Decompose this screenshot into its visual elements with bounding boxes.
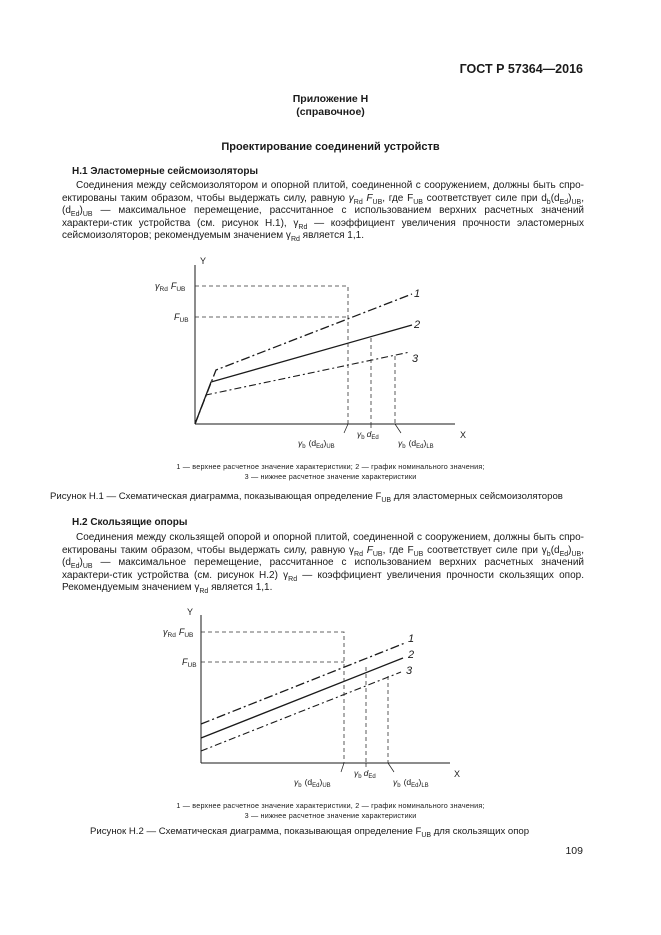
fig2-xlabel-lb: $\gamma_b$ $(d_{Ed})_{LB}$ bbox=[393, 777, 429, 789]
fig2-curve-1 bbox=[201, 643, 405, 724]
fig2-y-label: Y bbox=[187, 607, 194, 617]
figure1-legend-line1: 1 — верхнее расчетное значение характеристики; 2 — график номинального значения; bbox=[176, 462, 485, 471]
fig2-curve-label-2: 2 bbox=[408, 649, 415, 661]
fig1-label-fub: $F_{UB}$ bbox=[174, 312, 189, 324]
fig2-xlabel-mid: $\gamma_b$ $d_{Ed}$ bbox=[354, 768, 376, 780]
fig2-leader-lb bbox=[388, 763, 394, 772]
section1-heading: Н.1 Эластомерные сейсмоизоляторы bbox=[72, 166, 259, 177]
figure2-legend-line2: 3 — нижнее расчетное значение характеристики bbox=[244, 811, 417, 820]
figure2-caption: Рисунок Н.2 — Схематическая диаграмма, показывающая определение $F_{UB}$ для скользящих опор bbox=[90, 826, 530, 839]
figure2-legend bbox=[0, 801, 661, 821]
fig1-y-label: Y bbox=[200, 256, 207, 266]
page-number: 109 bbox=[565, 845, 583, 857]
fig2-xlabel-ub: $\gamma_b$ $(d_{Ed})_{UB}$ bbox=[294, 777, 331, 789]
fig1-x-label: X bbox=[460, 430, 467, 440]
fig2-x-label: X bbox=[454, 769, 461, 779]
fig2-curve-label-1: 1 bbox=[408, 633, 415, 645]
fig2-label-gamma-fub: $\gamma_{Rd}$ $F_{UB}$ bbox=[163, 627, 194, 639]
standard-number: ГОСТ Р 57364—2016 bbox=[459, 62, 583, 76]
fig1-label-gamma-fub: $\gamma_{Rd}$ $F_{UB}$ bbox=[155, 281, 186, 293]
figure1-legend-line2: 3 — нижнее расчетное значение характеристики bbox=[244, 472, 417, 481]
fig2-ref-gamma-fub bbox=[201, 632, 344, 763]
fig2-curve-label-3: 3 bbox=[406, 665, 413, 677]
figure1-caption: Рисунок Н.1 — Схематическая диаграмма, показывающая определение $F_{UB}$ для эластомерных сейсмоизоляторов bbox=[50, 491, 563, 504]
fig1-xlabel-lb: $\gamma_b$ $(d_{Ed})_{LB}$ bbox=[398, 438, 434, 450]
page-title: Проектирование соединений устройств bbox=[221, 141, 440, 153]
fig1-curve-label-3: 3 bbox=[412, 353, 419, 365]
fig1-curve-label-1: 1 bbox=[414, 288, 421, 300]
section1-paragraph: Соединения между сейсмоизолятором и опорной плитой, соединенной с сооружением, должны быть спро-ектированы таким образом, чтобы выдержать силу, равную $\gamma_{Rd}$ $F_{UB}$, где $F_{UB}$ соответствует силе при $d_b(d_{Ed})_{UB}$, $(d_{Ed})_{UB}$ — максимальное перемещение, рассчитанное с использованием верхних расчетных значений характери-стик устройства (см. рисунок Н.1), $\gamma_{Rd}$ — коэффициент увеличения прочности эластомерных сейсмоизоляторов; рекомендуемым значением $\gamma_{Rd}$ является 1,1. bbox=[62, 180, 585, 244]
section2-paragraph: Соединения между скользящей опорой и опорной плитой, соединенной с сооружением, должны быть спро-ектированы таким образом, чтобы выдержать силу, равную $\gamma_{Rd}$ $F_{UB}$, где $F_{UB}$ соответствует силе при $\gamma_b(d_{Ed})_{UB}$, $(d_{Ed})_{UB}$ — максимальное перемещение, рассчитанное с использованием верхних расчетных значений характери-стик устройства (см. рисунок Н.2) $\gamma_{Rd}$ — коэффициент увеличения прочности скользящих опор. Рекомендуемым значением $\gamma_{Rd}$ является 1,1. bbox=[62, 532, 585, 596]
fig1-curve-label-2: 2 bbox=[414, 319, 421, 331]
fig2-leader-ub bbox=[341, 763, 344, 772]
annex-note: (справочное) bbox=[296, 106, 365, 118]
annex-title: Приложение Н bbox=[292, 93, 369, 105]
section2-heading: Н.2 Скользящие опоры bbox=[72, 517, 188, 528]
fig1-xlabel-mid: $\gamma_b$ $d_{Ed}$ bbox=[357, 429, 379, 441]
fig2-label-fub: $F_{UB}$ bbox=[182, 657, 197, 669]
fig1-xlabel-ub: $\gamma_b$ $(d_{Ed})_{UB}$ bbox=[298, 438, 335, 450]
figure2-legend-line1: 1 — верхнее расчетное значение характеристики, 2 — график номинального значения; bbox=[176, 801, 485, 810]
fig2-curve-2 bbox=[201, 658, 403, 738]
